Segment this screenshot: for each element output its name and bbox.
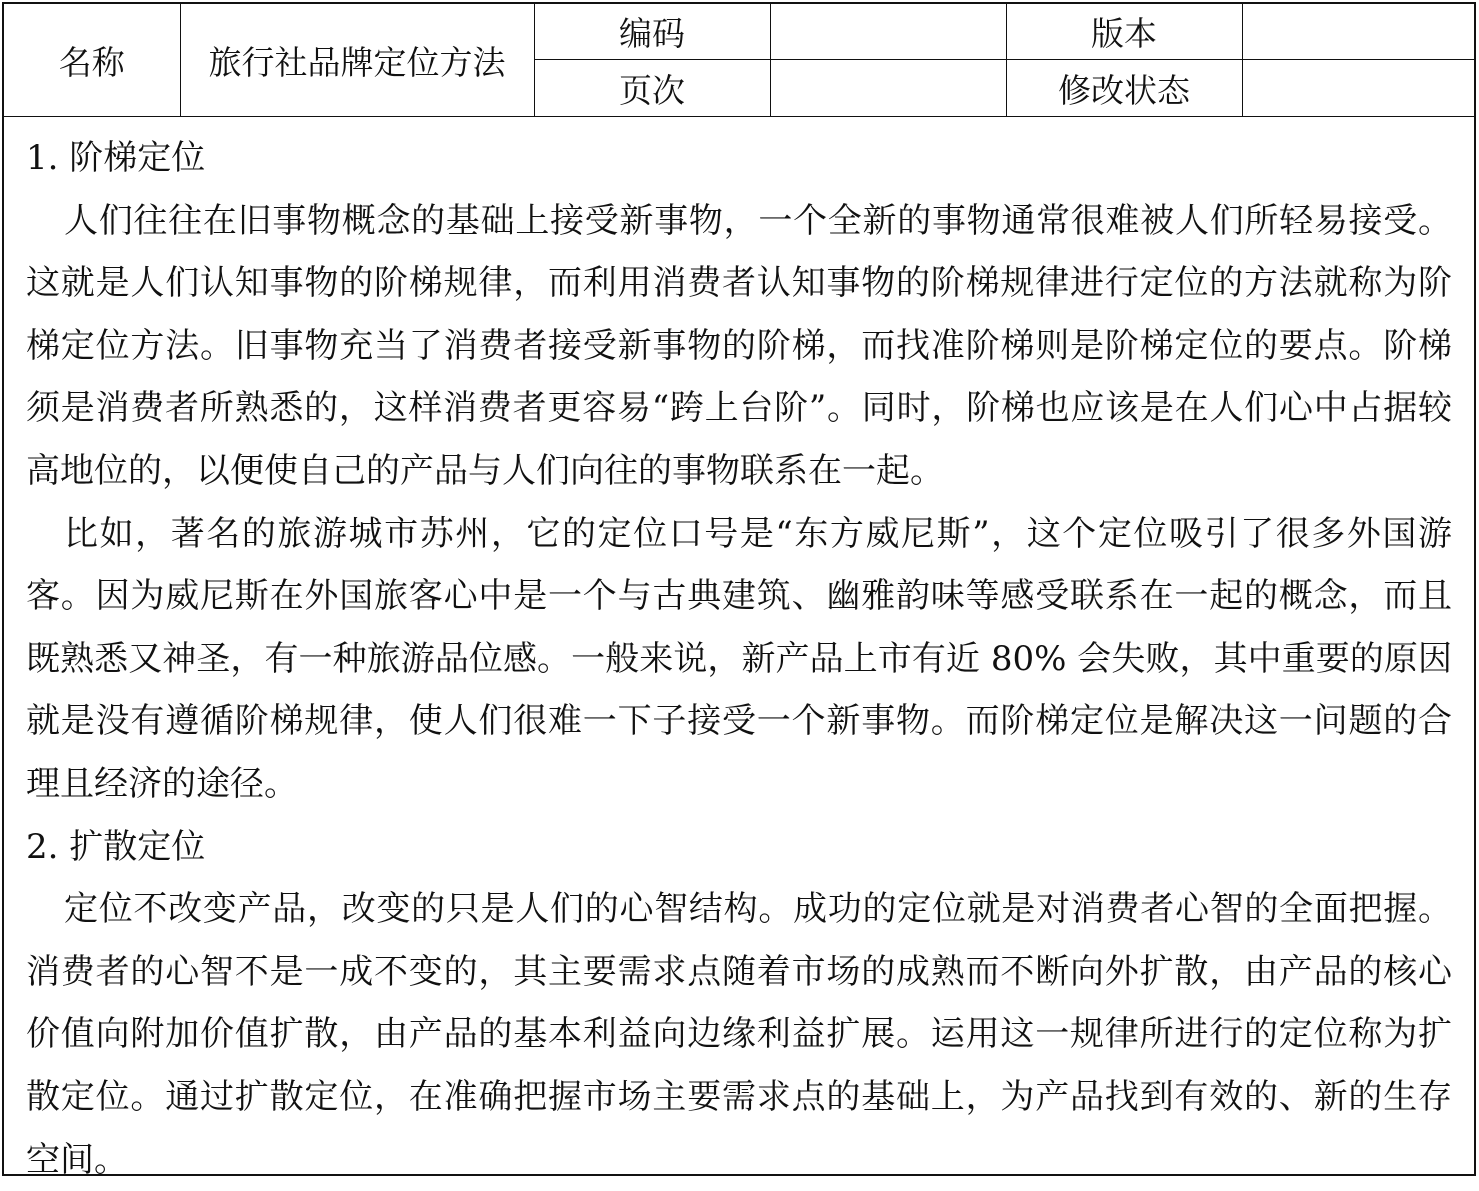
page-value: [770, 60, 1006, 117]
paragraph-diffusion-definition: 定位不改变产品，改变的只是人们的心智结构。成功的定位就是对消费者心智的全面把握。消费者的心智不是一成不变的，其主要需求点随着市场的成熟而不断向外扩散，由产品的核心价值向附加价值扩散，由产品的基本利益向边缘利益扩展。运用这一规律所进行的定位称为扩散定位。通过扩散定位，在准确把握市场主要需求点的基础上，为产品找到有效的、新的生存空间。: [26, 889, 1452, 1180]
name-label: 名称: [4, 4, 180, 117]
section-heading-diffusion: 2. 扩散定位: [26, 826, 206, 867]
version-value: [1242, 4, 1474, 60]
name-value: 旅行社品牌定位方法: [180, 4, 534, 117]
paragraph-ladder-example: 比如，著名的旅游城市苏州，它的定位口号是“东方威尼斯”，这个定位吸引了很多外国游客。因为威尼斯在外国旅客心中是一个与古典建筑、幽雅韵味等感受联系在一起的概念，而且既熟悉又神圣，有一种旅游品位感。一般来说，新产品上市有近 80% 会失败，其中重要的原因就是没有遵循阶梯规律，使人们很难一下子接受一个新事物。而阶梯定位是解决这一问题的合理且经济的途径。: [26, 513, 1452, 804]
paragraph-ladder-definition: 人们往往在旧事物概念的基础上接受新事物，一个全新的事物通常很难被人们所轻易接受。这就是人们认知事物的阶梯规律，而利用消费者认知事物的阶梯规律进行定位的方法就称为阶梯定位方法。旧事物充当了消费者接受新事物的阶梯，而找准阶梯则是阶梯定位的要点。阶梯须是消费者所熟悉的，这样消费者更容易“跨上台阶”。同时，阶梯也应该是在人们心中占据较高地位的，以便使自己的产品与人们向往的事物联系在一起。: [26, 200, 1452, 491]
section-heading-ladder: 1. 阶梯定位: [26, 138, 206, 178]
document-body: [4, 117, 1474, 1191]
document-header-table: [4, 4, 1474, 117]
document-sheet: [2, 2, 1476, 1180]
version-label: 版本: [1006, 4, 1242, 60]
page-label: 页次: [534, 60, 770, 117]
code-value: [770, 4, 1006, 60]
revision-value: [1242, 60, 1474, 117]
code-label: 编码: [534, 4, 770, 60]
revision-label: 修改状态: [1006, 60, 1242, 117]
